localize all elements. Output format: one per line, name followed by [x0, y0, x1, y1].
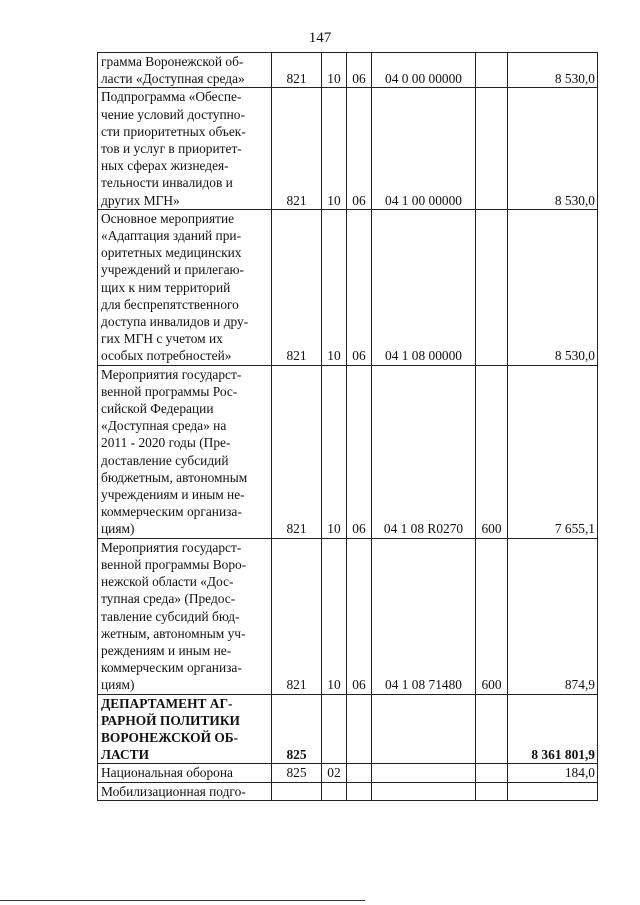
page-number: 147 [308, 30, 332, 46]
row-name-cell: Подпрограмма «Обеспе- чение условий доступно- сти приоритетных объек- тов и услуг в приоритет- ных сферах жизнедея- тельности инвалидов и других МГН» [98, 88, 272, 209]
row-subsection-cell: 06 [347, 538, 372, 694]
table-row [98, 53, 598, 88]
table-row [98, 209, 598, 365]
row-expense-type-cell [476, 782, 508, 800]
row-subsection-cell: 06 [347, 209, 372, 365]
row-name-cell: ДЕПАРТАМЕНТ АГ- РАРНОЙ ПОЛИТИКИ ВОРОНЕЖСКОЙ ОБ- ЛАСТИ [98, 694, 272, 764]
row-name-cell: Мероприятия государст- венной программы Воро- нежской области «Дос- тупная среда» (Предос- тавление субсидий бюд- жетным, автономным уч- реждениям и иным не- коммерческим организа- циям) [98, 538, 272, 694]
row-grbs-cell: 821 [272, 209, 322, 365]
row-expense-type-cell: 600 [476, 365, 508, 538]
row-target-article-cell: 04 1 00 00000 [372, 88, 476, 209]
row-target-article-cell: 04 1 08 R0270 [372, 365, 476, 538]
row-section-cell: 02 [322, 764, 347, 782]
row-section-cell: 10 [322, 538, 347, 694]
row-grbs-cell [272, 782, 322, 800]
row-sum-cell: 8 361 801,9 [508, 694, 598, 764]
row-grbs-cell: 825 [272, 694, 322, 764]
row-expense-type-cell [476, 88, 508, 209]
row-expense-type-cell: 600 [476, 538, 508, 694]
row-subsection-cell [347, 782, 372, 800]
row-name-cell: Национальная оборона [98, 764, 272, 782]
table-body [98, 53, 598, 801]
table-row [98, 782, 598, 800]
footer-rule [0, 900, 365, 901]
row-target-article-cell [372, 694, 476, 764]
row-name-cell: Мобилизационная подго- [98, 782, 272, 800]
table-row [98, 88, 598, 209]
row-expense-type-cell [476, 209, 508, 365]
row-grbs-cell: 821 [272, 365, 322, 538]
row-subsection-cell [347, 764, 372, 782]
row-section-cell [322, 782, 347, 800]
row-grbs-cell: 825 [272, 764, 322, 782]
row-target-article-cell: 04 0 00 00000 [372, 53, 476, 88]
row-target-article-cell [372, 782, 476, 800]
row-name-cell: Основное мероприятие «Адаптация зданий при- оритетных медицинских учреждений и прилегаю- щих к ним территорий для беспрепятственного доступа инвалидов и дру- гих МГН с учетом их особых потребностей» [98, 209, 272, 365]
row-subsection-cell [347, 694, 372, 764]
row-name-cell: Мероприятия государст- венной программы Рос- сийской Федерации «Доступная среда» на 2011 - 2020 годы (Пре- доставление субсидий бюджетным, автономным учреждениям и иным не- коммерческим организа- циям) [98, 365, 272, 538]
row-name-cell: грамма Воронежской об- ласти «Доступная среда» [98, 53, 272, 88]
row-subsection-cell: 06 [347, 53, 372, 88]
row-sum-cell: 8 530,0 [508, 88, 598, 209]
row-section-cell: 10 [322, 53, 347, 88]
row-target-article-cell [372, 764, 476, 782]
row-grbs-cell: 821 [272, 53, 322, 88]
row-sum-cell: 874,9 [508, 538, 598, 694]
table-row [98, 694, 598, 764]
budget-table [97, 52, 598, 801]
row-subsection-cell: 06 [347, 365, 372, 538]
row-section-cell: 10 [322, 88, 347, 209]
row-section-cell: 10 [322, 209, 347, 365]
row-sum-cell: 8 530,0 [508, 53, 598, 88]
row-expense-type-cell [476, 764, 508, 782]
row-sum-cell [508, 782, 598, 800]
table-row [98, 538, 598, 694]
row-grbs-cell: 821 [272, 88, 322, 209]
row-sum-cell: 184,0 [508, 764, 598, 782]
table-row [98, 365, 598, 538]
row-sum-cell: 8 530,0 [508, 209, 598, 365]
row-section-cell: 10 [322, 365, 347, 538]
row-grbs-cell: 821 [272, 538, 322, 694]
table-row [98, 764, 598, 782]
row-sum-cell: 7 655,1 [508, 365, 598, 538]
row-section-cell [322, 694, 347, 764]
row-subsection-cell: 06 [347, 88, 372, 209]
row-expense-type-cell [476, 53, 508, 88]
row-expense-type-cell [476, 694, 508, 764]
row-target-article-cell: 04 1 08 00000 [372, 209, 476, 365]
row-target-article-cell: 04 1 08 71480 [372, 538, 476, 694]
